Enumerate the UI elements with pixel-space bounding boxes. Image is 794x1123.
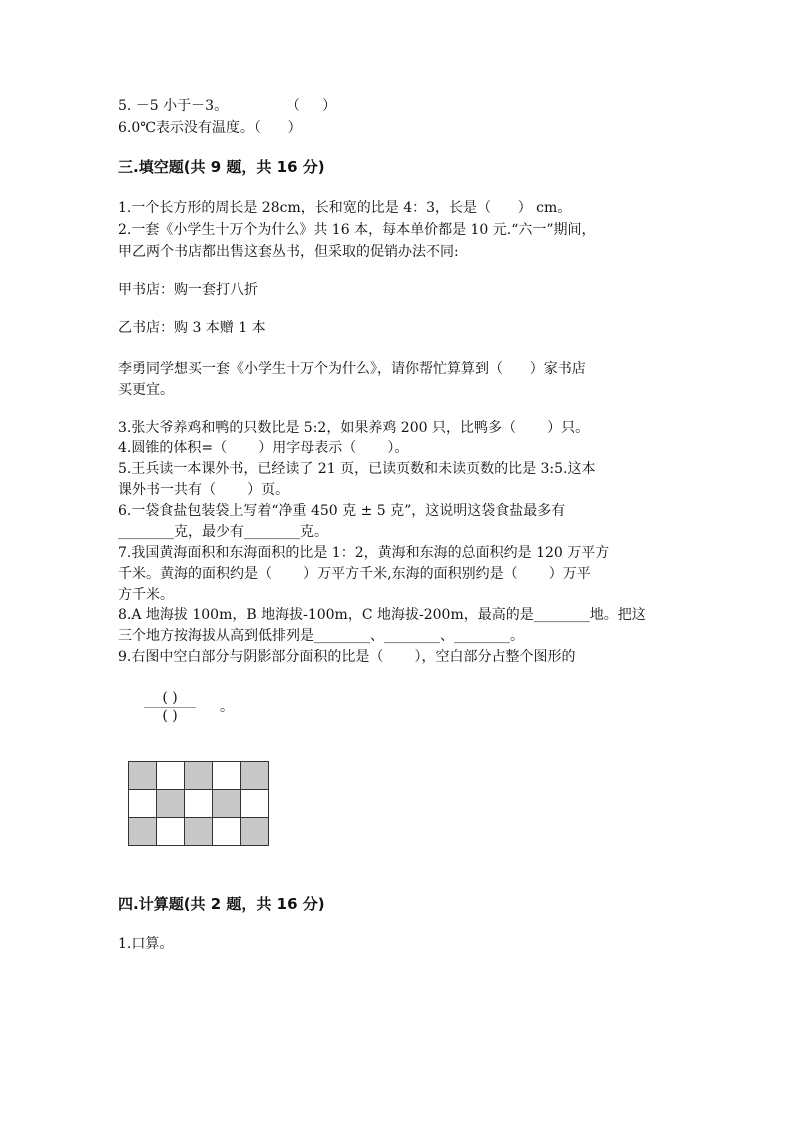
calc-question-1: 1.口算。 (118, 936, 174, 952)
question-2-store-b: 乙书店：购 3 本赠 1 本 (118, 320, 266, 336)
grid-cell-shaded (157, 790, 185, 818)
fraction-numerator: ( ) (162, 690, 178, 706)
question-2-line-1: 2.一套《小学生十万个为什么》共 16 本，每本单价都是 10 元.“六一”期间， (118, 222, 596, 238)
shaded-grid-figure (128, 761, 269, 846)
question-5-line-2: 课外书一共有（ ）页。 (118, 482, 290, 498)
fraction-period: 。 (220, 699, 234, 715)
grid-cell-blank (241, 790, 269, 818)
grid-cell-blank (213, 762, 241, 790)
grid-cell-shaded (185, 818, 213, 846)
grid-cell-shaded (129, 762, 157, 790)
grid-cell-blank (157, 818, 185, 846)
section-heading-fill-blank: 三.填空题(共 9 题，共 16 分) (118, 158, 325, 176)
grid-cell-blank (213, 818, 241, 846)
question-6-line-1: 6.一袋食盐包装袋上写着“净重 450 克 ± 5 克”，这说明这袋食盐最多有 (118, 503, 566, 519)
question-2-store-a: 甲书店：购一套打八折 (118, 282, 258, 298)
question-7-line-2: 千米。黄海的面积约是（ ）万平方千米,东海的面积别约是（ ）万平 (118, 566, 591, 582)
question-7-line-1: 7.我国黄海面积和东海面积的比是 1：2，黄海和东海的总面积约是 120 万平方 (118, 545, 610, 561)
question-4: 4.圆锥的体积=（ ）用字母表示（ ）。 (118, 440, 409, 456)
fraction-denominator: ( ) (162, 708, 178, 724)
grid-cell-shaded (129, 818, 157, 846)
grid-cell-blank (185, 790, 213, 818)
grid-cell-shaded (241, 762, 269, 790)
question-8-line-2: 三个地方按海拔从高到低排列是________、________、________。 (118, 628, 524, 644)
grid-cell-shaded (241, 818, 269, 846)
section-heading-calculation: 四.计算题(共 2 题，共 16 分) (118, 895, 325, 913)
grid-cell-shaded (213, 790, 241, 818)
judgement-item-6: 6.0℃表示没有温度。（ ） (118, 120, 302, 136)
question-1: 1.一个长方形的周长是 28cm，长和宽的比是 4：3，长是（ ） cm。 (118, 200, 572, 216)
grid-cell-blank (157, 762, 185, 790)
question-9: 9.右图中空白部分与阴影部分面积的比是（ ），空白部分占整个图形的 (118, 649, 576, 665)
question-8-line-1: 8.A 地海拔 100m，B 地海拔-100m，C 地海拔-200m，最高的是________地。把这 (118, 607, 646, 623)
question-7-line-3: 方千米。 (118, 587, 174, 603)
grid-cell-blank (129, 790, 157, 818)
question-5-line-1: 5.王兵读一本课外书，已经读了 21 页，已读页数和未读页数的比是 3:5.这本 (118, 461, 596, 477)
question-2-line-3: 李勇同学想买一套《小学生十万个为什么》，请你帮忙算算到（ ）家书店 (118, 361, 586, 377)
grid-cell-shaded (185, 762, 213, 790)
answer-fraction (140, 690, 200, 726)
question-3: 3.张大爷养鸡和鸭的只数比是 5:2，如果养鸡 200 只，比鸭多（ ）只。 (118, 420, 590, 436)
judgement-item-5: 5. －5 小于－3。 （ ） (118, 98, 337, 114)
question-2-line-4: 买更宜。 (118, 382, 174, 398)
question-6-line-2: ________克，最少有________克。 (118, 524, 328, 540)
question-2-line-2: 甲乙两个书店都出售这套丛书，但采取的促销办法不同: (118, 244, 459, 260)
